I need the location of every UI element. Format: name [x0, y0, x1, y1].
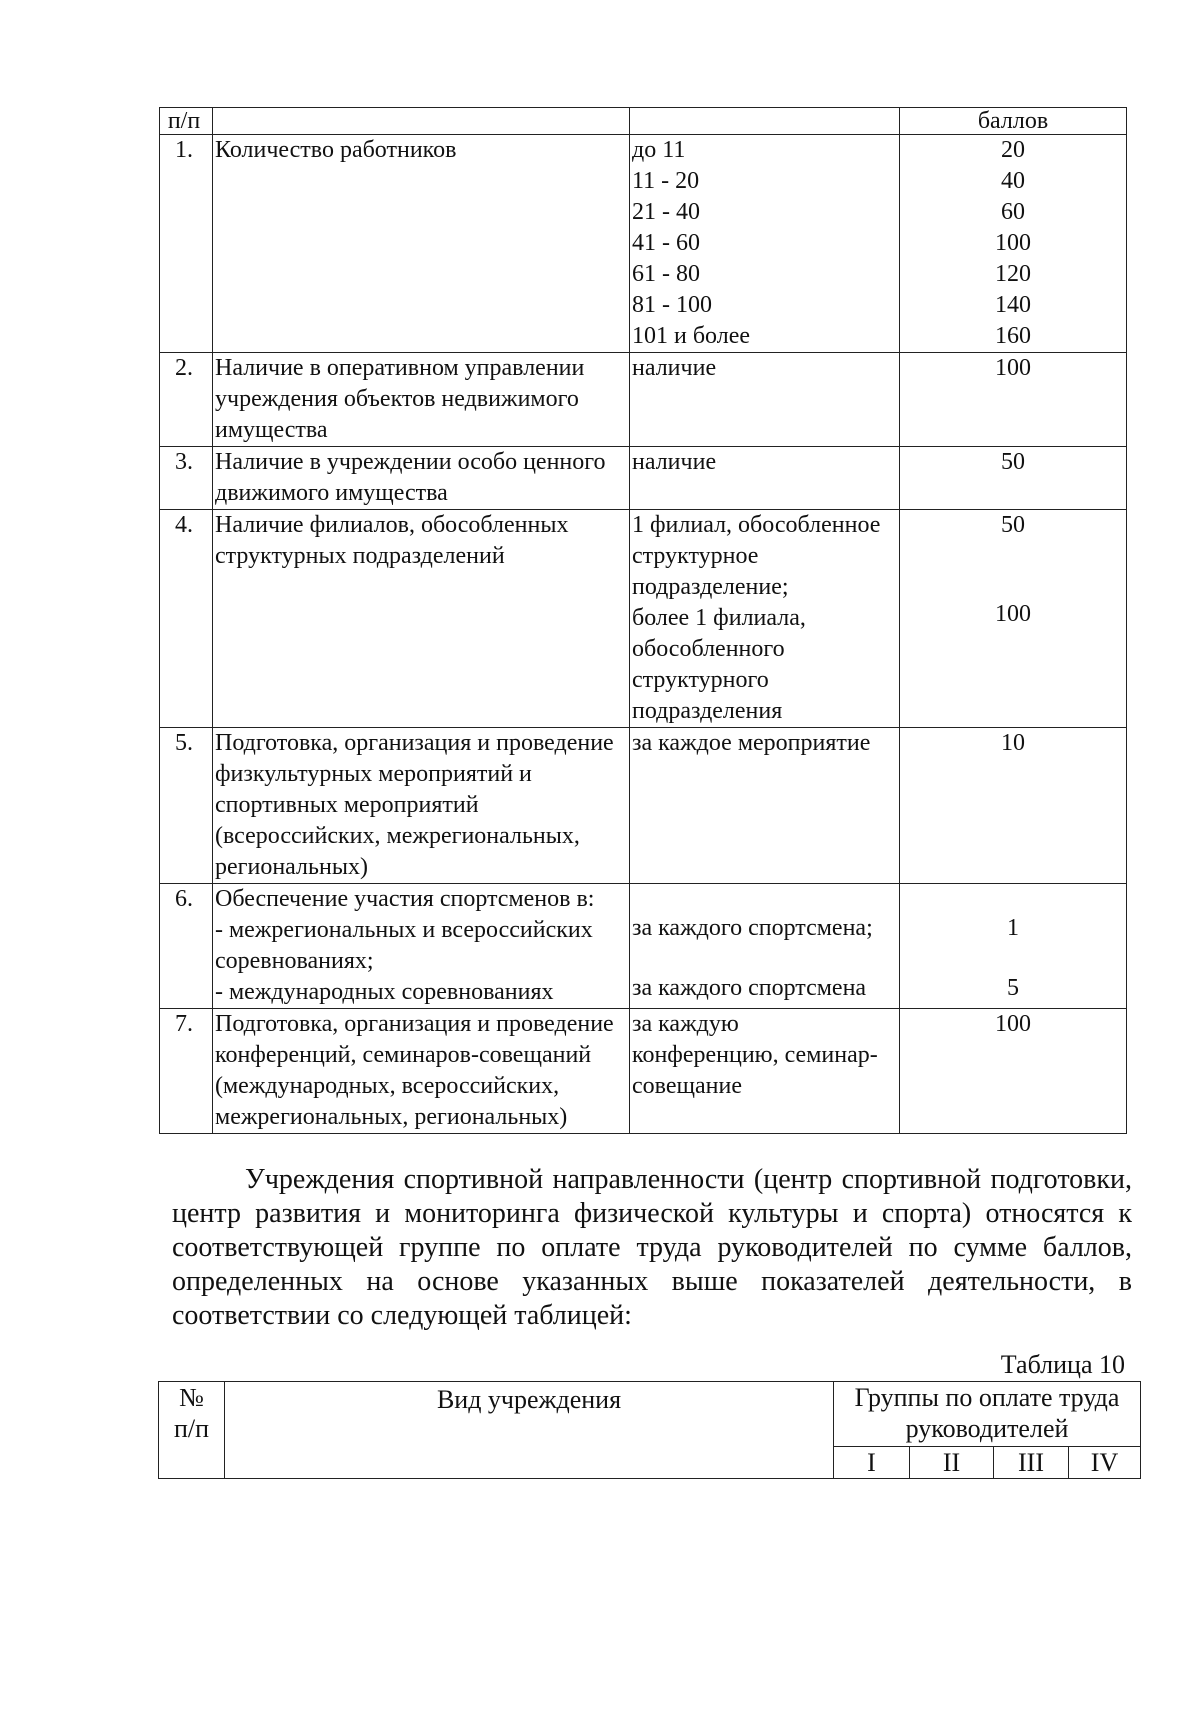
row-num: 5.	[160, 728, 213, 884]
indicator-line: Обеспечение участия спортсменов в:	[215, 886, 595, 912]
row-num: 1.	[160, 135, 213, 353]
group-col: IV	[1069, 1447, 1141, 1479]
groups-header	[834, 1382, 1141, 1447]
header-condition	[630, 108, 900, 135]
groups-table	[158, 1381, 1141, 1479]
row-points: 10	[900, 728, 1127, 884]
points-value: 60	[1001, 199, 1025, 225]
condition-line: 21 - 40	[632, 199, 700, 225]
row-conditions	[630, 510, 900, 728]
row-points: 50	[900, 447, 1127, 510]
indicator-line: движимого имущества	[215, 480, 448, 506]
row-points	[900, 884, 1127, 1009]
points-value: 140	[995, 292, 1031, 318]
points-value: 100	[995, 230, 1031, 256]
row-indicator	[213, 728, 630, 884]
indicator-line: Подготовка, организация и проведение	[215, 730, 614, 756]
indicator-line: межрегиональных, региональных)	[215, 1104, 568, 1130]
condition-line: 11 - 20	[632, 168, 700, 194]
spacer	[632, 944, 897, 973]
paragraph-line: определенных на основе указанных выше показателей деятельности, в	[172, 1266, 1132, 1297]
row-conditions	[630, 135, 900, 353]
condition-line: 1 филиал, обособленное	[632, 512, 881, 538]
condition-line: совещание	[632, 1073, 742, 1099]
table-row	[160, 884, 1127, 1009]
paragraph-line: соответствии со следующей таблицей:	[172, 1300, 632, 1331]
row-num: 3.	[160, 447, 213, 510]
indicator-line: - межрегиональных и всероссийских	[215, 917, 593, 943]
row-indicator	[213, 884, 630, 1009]
row-indicator	[213, 353, 630, 447]
row-condition: наличие	[630, 447, 900, 510]
body-paragraph	[172, 1163, 1132, 1333]
groups-header-row	[159, 1382, 1141, 1447]
indicator-line: региональных)	[215, 854, 368, 880]
group-col: III	[994, 1447, 1069, 1479]
row-num: 7.	[160, 1009, 213, 1134]
row-indicator: Количество работников	[213, 135, 630, 353]
table-row	[160, 135, 1127, 353]
table-row	[160, 510, 1127, 728]
row-points: 100	[900, 353, 1127, 447]
spacer	[902, 570, 1124, 599]
header-num: п/п	[160, 108, 213, 135]
table-header-row	[160, 108, 1127, 135]
indicator-line: Наличие в учреждении особо ценного	[215, 449, 606, 475]
condition-line: обособленного	[632, 636, 785, 662]
condition-line: 101 и более	[632, 323, 751, 349]
condition-line: структурное	[632, 543, 759, 569]
row-condition: наличие	[630, 353, 900, 447]
spacer	[902, 541, 1124, 570]
condition-line: 61 - 80	[632, 261, 700, 287]
row-points	[900, 510, 1127, 728]
condition-line: 41 - 60	[632, 230, 700, 256]
indicator-line: - международных соревнованиях	[215, 979, 554, 1005]
indicator-line: (всероссийских, межрегиональных,	[215, 823, 580, 849]
row-condition: за каждое мероприятие	[630, 728, 900, 884]
row-num: 2.	[160, 353, 213, 447]
indicator-line: Наличие в оперативном управлении	[215, 355, 585, 381]
table-row	[160, 447, 1127, 510]
row-indicator	[213, 447, 630, 510]
spacer	[902, 884, 1124, 913]
groups-header-line: Группы по оплате труда	[854, 1383, 1120, 1412]
groups-header-line: руководителей	[905, 1414, 1069, 1443]
condition-line: подразделения	[632, 698, 783, 724]
condition-line: подразделение;	[632, 574, 789, 600]
num-header-line: №	[179, 1383, 204, 1412]
table-row	[160, 728, 1127, 884]
points-value: 100	[995, 601, 1031, 627]
condition-line: 81 - 100	[632, 292, 712, 318]
indicator-line: Подготовка, организация и проведение	[215, 1011, 614, 1037]
condition-line: конференцию, семинар-	[632, 1042, 878, 1068]
indicator-line: физкультурных мероприятий и	[215, 761, 532, 787]
points-value: 1	[1007, 915, 1019, 941]
condition-line: за каждого спортсмена;	[632, 915, 873, 941]
row-indicator	[213, 510, 630, 728]
condition-line: до 11	[632, 137, 686, 163]
indicator-line: соревнованиях;	[215, 948, 374, 974]
group-col: II	[910, 1447, 994, 1479]
points-value: 5	[1007, 975, 1019, 1001]
row-points: 100	[900, 1009, 1127, 1134]
condition-line: за каждую	[632, 1011, 739, 1037]
num-header	[159, 1382, 225, 1479]
condition-line: более 1 филиала,	[632, 605, 806, 631]
spacer	[632, 884, 897, 913]
spacer	[902, 944, 1124, 973]
group-col: I	[834, 1447, 910, 1479]
indicator-line: конференций, семинаров-совещаний	[215, 1042, 592, 1068]
row-points	[900, 135, 1127, 353]
points-value: 120	[995, 261, 1031, 287]
type-header: Вид учреждения	[225, 1382, 834, 1479]
table-caption: Таблица 10	[1000, 1350, 1125, 1379]
row-conditions	[630, 1009, 900, 1134]
indicator-line: спортивных мероприятий	[215, 792, 479, 818]
condition-line: структурного	[632, 667, 769, 693]
header-points: баллов	[900, 108, 1127, 135]
paragraph-line: Учреждения спортивной направленности (центр спортивной подготовки,	[245, 1164, 1132, 1195]
indicator-line: имущества	[215, 417, 328, 443]
indicator-line: учреждения объектов недвижимого	[215, 386, 579, 412]
table-row	[160, 353, 1127, 447]
points-value: 50	[1001, 512, 1025, 538]
indicators-table	[159, 107, 1127, 1134]
num-header-line: п/п	[173, 1414, 210, 1443]
header-indicator	[213, 108, 630, 135]
row-num: 4.	[160, 510, 213, 728]
points-value: 160	[995, 323, 1031, 349]
row-conditions	[630, 884, 900, 1009]
points-value: 20	[1001, 137, 1025, 163]
indicator-line: структурных подразделений	[215, 543, 505, 569]
condition-line: за каждого спортсмена	[632, 975, 867, 1001]
points-value: 40	[1001, 168, 1025, 194]
table-row	[160, 1009, 1127, 1134]
indicator-line: Наличие филиалов, обособленных	[215, 512, 569, 538]
row-indicator	[213, 1009, 630, 1134]
row-num: 6.	[160, 884, 213, 1009]
paragraph-line: соответствующей группе по оплате труда руководителей по сумме баллов,	[172, 1232, 1132, 1263]
paragraph-line: центр развития и мониторинга физической культуры и спорта) относятся к	[172, 1198, 1132, 1229]
indicator-line: (международных, всероссийских,	[215, 1073, 560, 1099]
